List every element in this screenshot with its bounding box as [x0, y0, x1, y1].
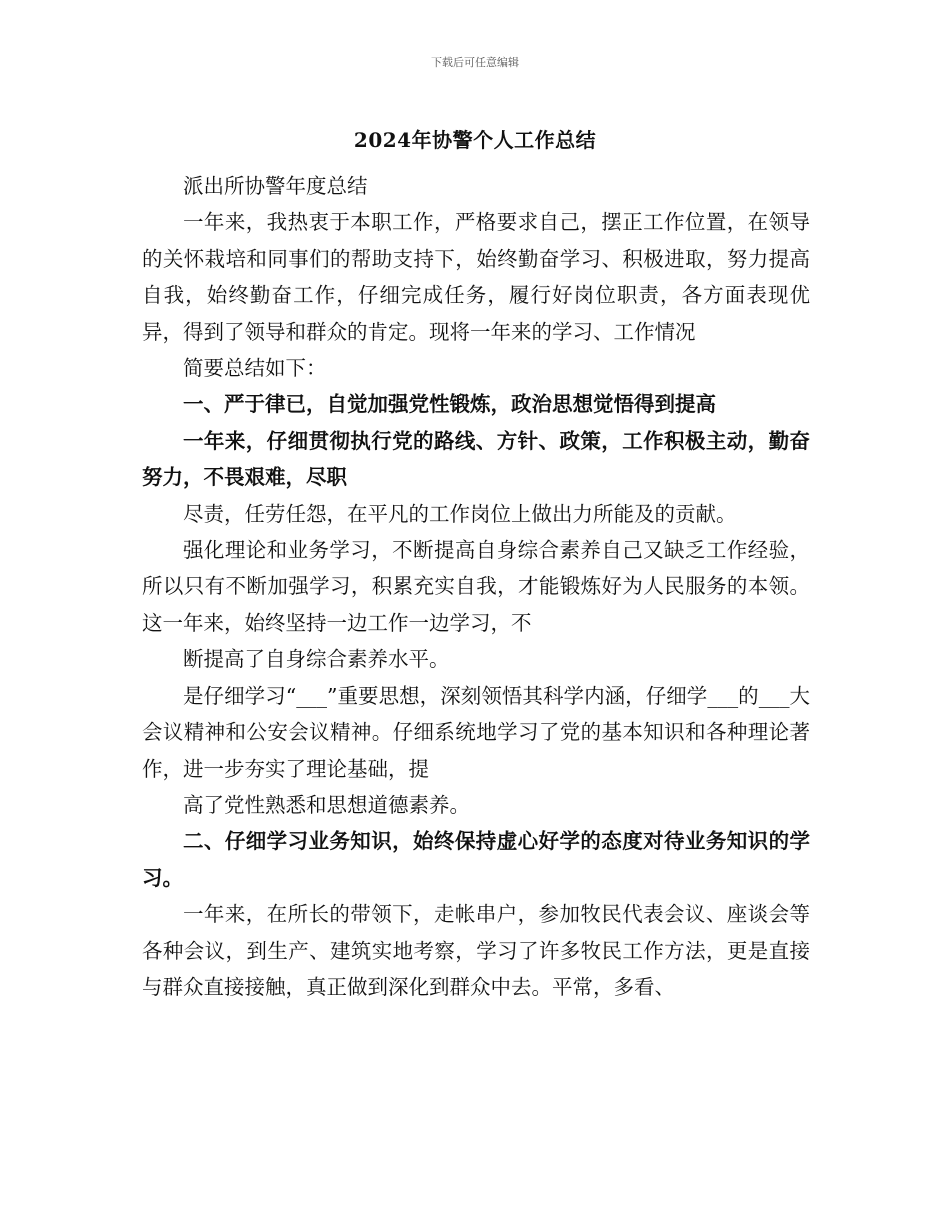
paragraph-subtitle: 派出所协警年度总结 [183, 174, 368, 198]
section-heading: 二、仔细学习业务知识，始终保持虚心好学的态度对待业务知识的学习。 [142, 829, 810, 890]
paragraph: 一年来，我热衷于本职工作，严格要求自己，摆正工作位置，在领导的关怀栽培和同事们的帮助支持下，始终勤奋学习、积极进取，努力提高自我，始终勤奋工作，仔细完成任务，履行好岗位职责，各方面表现优异，得到了领导和群众的肯定。现将一年来的学习、工作情况 [142, 210, 810, 344]
paragraph: 强化理论和业务学习，不断提高自身综合素养自己又缺乏工作经验，所以只有不断加强学习，积累充实自我，才能锻炼好为人民服务的本领。这一年来，始终坚持一边工作一边学习，不 [142, 538, 810, 635]
paragraph: 高了党性熟悉和思想道德素养。 [183, 792, 470, 817]
section-heading: 一、严于律已，自觉加强党性锻炼，政治思想觉悟得到提高 [183, 392, 716, 417]
paragraph: 简要总结如下： [183, 356, 327, 381]
document-body [142, 168, 810, 1005]
paragraph-bold: 一年来，仔细贯彻执行党的路线、方针、政策，工作积极主动，勤奋努力，不畏艰难，尽职 [142, 428, 810, 490]
paragraph: 一年来，在所长的带领下，走帐串户，参加牧民代表会议、座谈会等各种会议，到生产、建筑实地考察，学习了许多牧民工作方法，更是直接与群众直接接触，真正做到深化到群众中去。平常，多看、 [142, 902, 810, 999]
header-note: 下载后可任意编辑 [431, 56, 519, 69]
paragraph: 断提高了自身综合素养水平。 [183, 647, 450, 672]
paragraph: 尽责，任劳任怨，在平凡的工作岗位上做出力所能及的贡献。 [183, 501, 737, 526]
paragraph: 是仔细学习“___”重要思想，深刻领悟其科学内涵，仔细学___的___大会议精神和公安会议精神。仔细系统地学习了党的基本知识和各种理论著作，进一步夯实了理论基础，提 [142, 683, 810, 781]
page-title: 2024年协警个人工作总结 [353, 128, 597, 152]
